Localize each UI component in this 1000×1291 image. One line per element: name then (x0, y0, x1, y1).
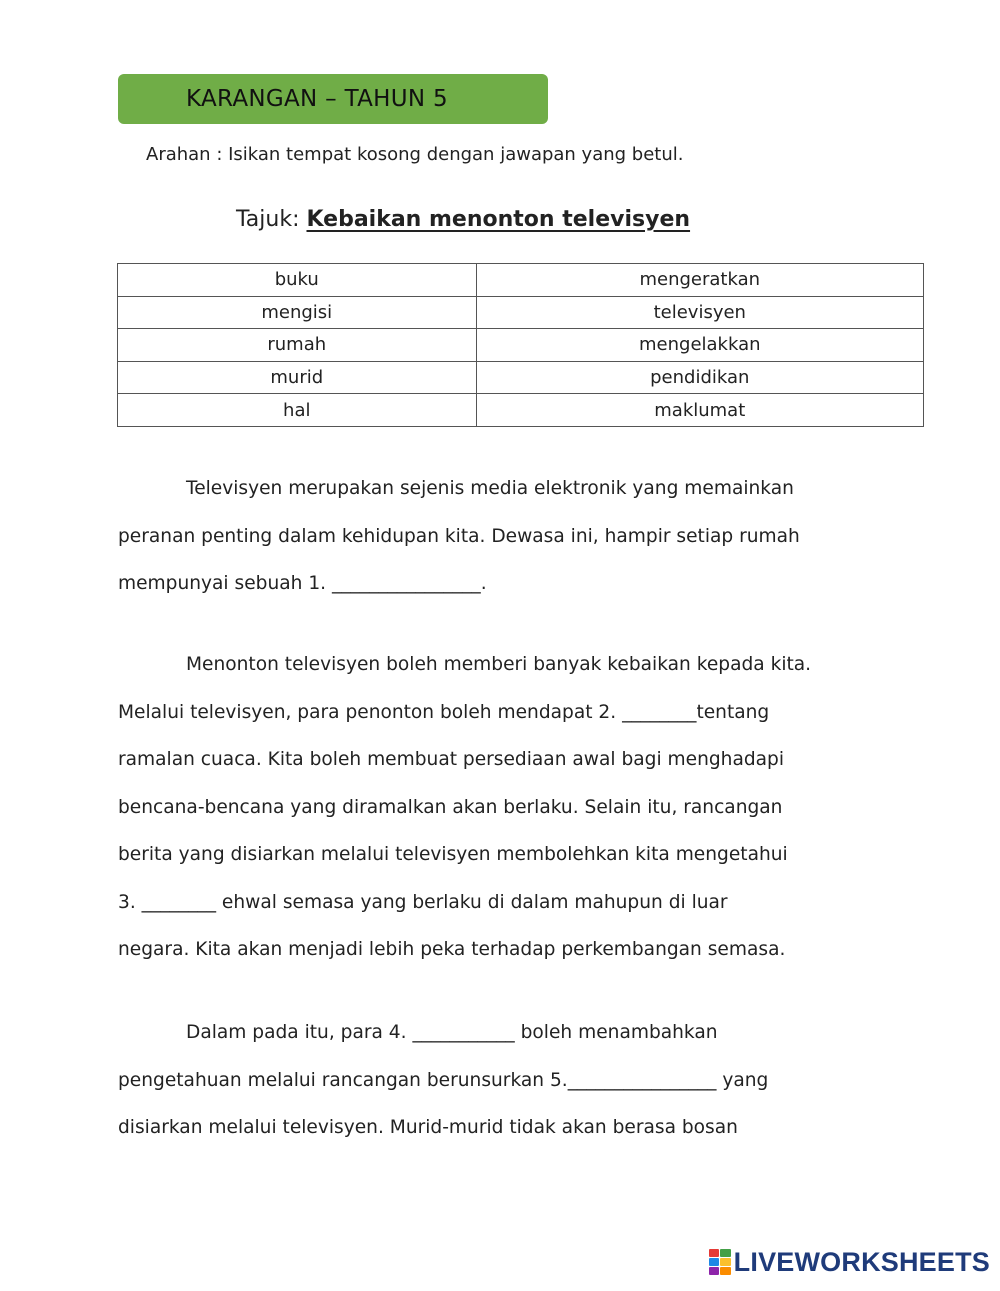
paragraph-line: Menonton televisyen boleh memberi banyak kebaikan kepada kita. (186, 654, 812, 675)
header-banner: KARANGAN – TAHUN 5 (118, 74, 548, 124)
logo-text: LIVEWORKSHEETS (733, 1246, 990, 1277)
page-title (236, 207, 690, 232)
paragraph-line: pengetahuan melalui rancangan berunsurkan 5.________________ yang (118, 1069, 769, 1091)
title-text: Kebaikan menonton televisyen (306, 207, 691, 232)
table-cell: mengeratkan (476, 264, 923, 297)
paragraph-line: Dalam pada itu, para 4. ___________ boleh menambahkan (186, 1022, 718, 1043)
paragraph-line: berita yang disiarkan melalui televisyen membolehkan kita mengetahui (118, 844, 788, 865)
paragraph-1 (118, 465, 908, 608)
table-row (118, 296, 924, 329)
paragraph-line: disiarkan melalui televisyen. Murid-murid tidak akan berasa bosan (118, 1117, 738, 1138)
paragraph-line: peranan penting dalam kehidupan kita. Dewasa ini, hampir setiap rumah (118, 525, 800, 547)
word-bank-table (117, 263, 924, 427)
instruction-text: Arahan : Isikan tempat kosong dengan jawapan yang betul. (146, 144, 684, 165)
table-cell: mengisi (118, 296, 477, 329)
table-row (118, 394, 924, 427)
liveworksheets-logo-icon (709, 1249, 731, 1275)
table-row (118, 264, 924, 297)
paragraph-line: 3. ________ ehwal semasa yang berlaku di dalam mahupun di luar (118, 891, 728, 913)
table-cell: maklumat (476, 394, 923, 427)
table-row (118, 329, 924, 362)
paragraph-line: Melalui televisyen, para penonton boleh mendapat 2. ________tentang (118, 701, 770, 723)
paragraph-2 (118, 641, 908, 974)
paragraph-line: negara. Kita akan menjadi lebih peka terhadap perkembangan semasa. (118, 939, 786, 960)
table-cell: televisyen (476, 296, 923, 329)
paragraph-line: ramalan cuaca. Kita boleh membuat persediaan awal bagi menghadapi (118, 749, 785, 770)
paragraph-3 (118, 1009, 908, 1152)
table-cell: murid (118, 361, 477, 394)
table-cell: mengelakkan (476, 329, 923, 362)
table-cell: hal (118, 394, 477, 427)
table-cell: buku (118, 264, 477, 297)
table-cell: rumah (118, 329, 477, 362)
table-row (118, 361, 924, 394)
title-label: Tajuk: (236, 207, 307, 232)
liveworksheets-logo (709, 1245, 990, 1279)
table-cell: pendidikan (476, 361, 923, 394)
paragraph-line: bencana-bencana yang diramalkan akan berlaku. Selain itu, rancangan (118, 796, 783, 818)
paragraph-line: mempunyai sebuah 1. ________________. (118, 573, 487, 594)
paragraph-line: Televisyen merupakan sejenis media elektronik yang memainkan (186, 478, 794, 499)
